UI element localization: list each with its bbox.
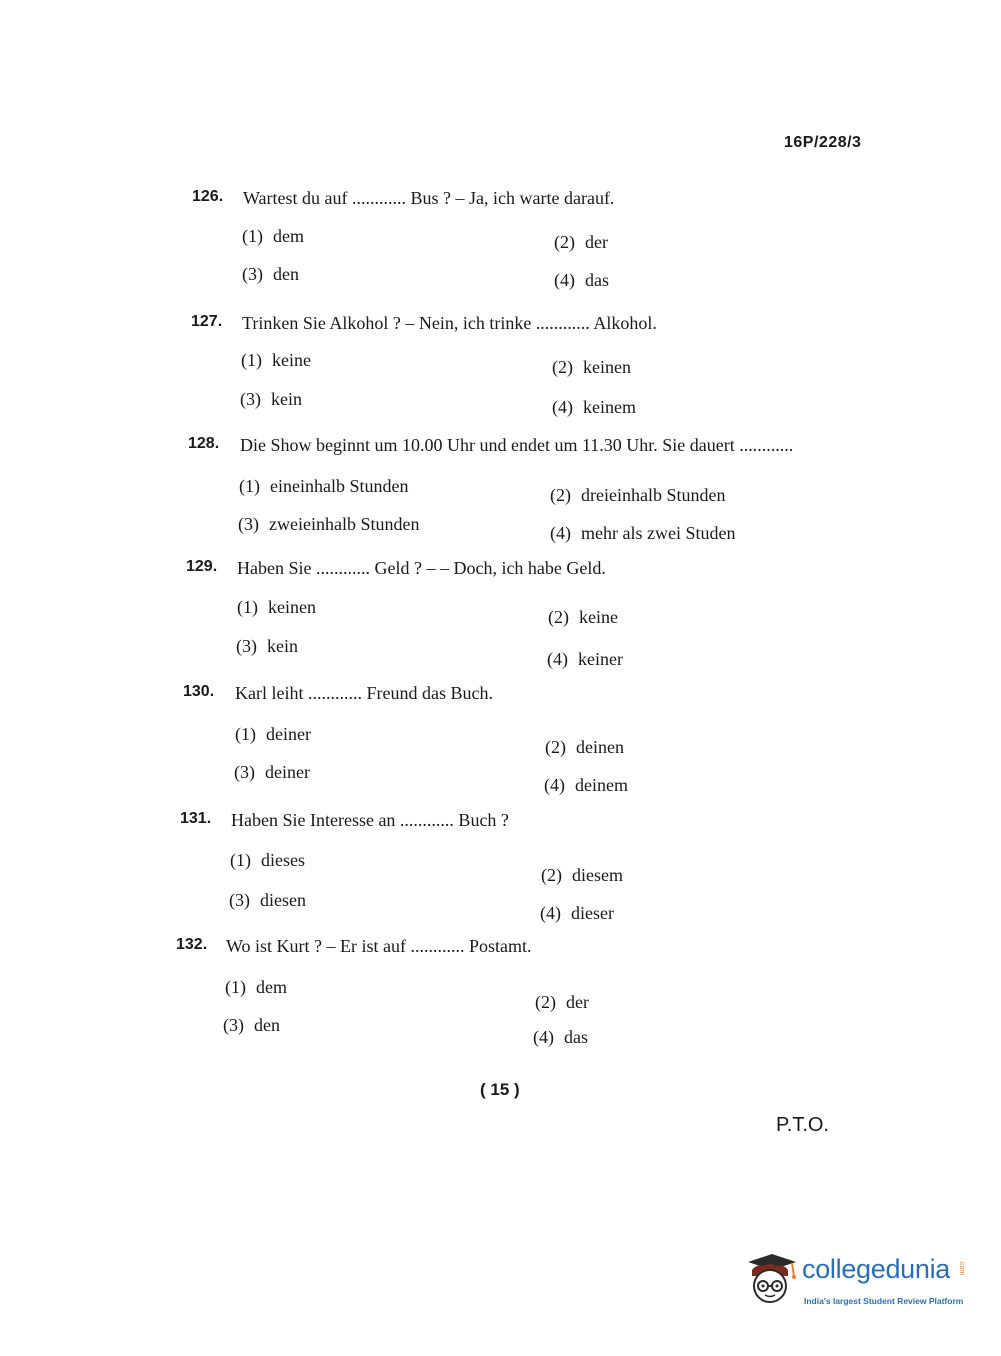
option-2: (2) deinen: [545, 737, 624, 757]
option-2: (2) der: [535, 992, 589, 1012]
option-3: (3) den: [223, 1015, 280, 1035]
logo-wordmark: collegedunia: [802, 1254, 951, 1284]
pto-label: P.T.O.: [776, 1114, 829, 1136]
option-1: (1) dem: [242, 226, 304, 246]
option-2: (2) diesem: [541, 865, 623, 885]
question-text: Trinken Sie Alkohol ? – Nein, ich trinke ............ Alkohol.: [242, 313, 657, 333]
option-1: (1) keinen: [237, 597, 316, 617]
question-number: 131.: [180, 810, 212, 827]
question-text: Haben Sie ............ Geld ? – – Doch, ich habe Geld.: [237, 558, 606, 578]
option-4: (4) keiner: [547, 649, 623, 669]
option-3: (3) zweieinhalb Stunden: [238, 514, 420, 534]
page-code: 16P/228/3: [784, 134, 862, 151]
question-text: Karl leiht ............ Freund das Buch.: [235, 683, 493, 703]
logo-domain-suffix: .com: [958, 1260, 965, 1276]
question-text: Wo ist Kurt ? – Er ist auf ............ Postamt.: [226, 936, 532, 956]
question-number: 129.: [186, 558, 218, 575]
logo-tagline: India's largest Student Review Platform: [804, 1296, 964, 1306]
option-3: (3) deiner: [234, 762, 310, 782]
question-text: Die Show beginnt um 10.00 Uhr und endet um 11.30 Uhr. Sie dauert ............: [240, 435, 794, 455]
option-4: (4) dieser: [540, 903, 614, 923]
option-4: (4) das: [533, 1027, 588, 1047]
option-2: (2) dreieinhalb Stunden: [550, 485, 726, 505]
option-3: (3) den: [242, 264, 299, 284]
question-text: Haben Sie Interesse an ............ Buch ?: [231, 810, 509, 830]
option-1: (1) keine: [241, 350, 311, 370]
collegedunia-logo: [742, 1250, 970, 1314]
option-4: (4) mehr als zwei Studen: [550, 523, 736, 543]
question-number: 132.: [176, 936, 208, 953]
option-2: (2) der: [554, 232, 608, 252]
option-2: (2) keinen: [552, 357, 631, 377]
question-number: 128.: [188, 435, 220, 452]
option-1: (1) dem: [225, 977, 287, 997]
option-3: (3) kein: [240, 389, 302, 409]
mascot-icon: [742, 1250, 798, 1306]
option-4: (4) das: [554, 270, 609, 290]
option-3: (3) kein: [236, 636, 298, 656]
question-number: 127.: [191, 313, 223, 330]
option-3: (3) diesen: [229, 890, 306, 910]
page-number: ( 15 ): [480, 1080, 520, 1099]
option-2: (2) keine: [548, 607, 618, 627]
question-number: 130.: [183, 683, 215, 700]
option-4: (4) keinem: [552, 397, 636, 417]
option-1: (1) deiner: [235, 724, 311, 744]
question-text: Wartest du auf ............ Bus ? – Ja, ich warte darauf.: [243, 188, 615, 208]
option-1: (1) dieses: [230, 850, 305, 870]
option-1: (1) eineinhalb Stunden: [239, 476, 409, 496]
option-4: (4) deinem: [544, 775, 628, 795]
question-number: 126.: [192, 188, 224, 205]
